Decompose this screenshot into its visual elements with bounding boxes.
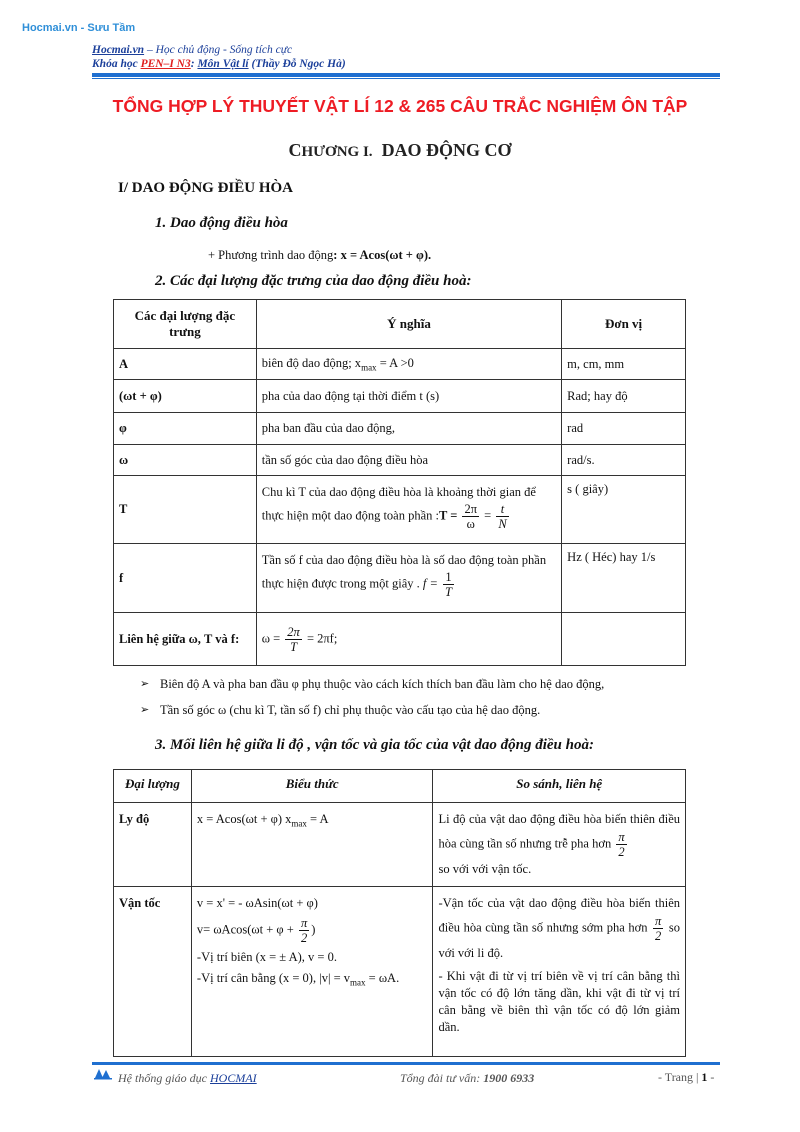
hocmai-logo-icon xyxy=(93,1066,113,1080)
header-site-link[interactable]: Hocmai.vn xyxy=(92,44,145,56)
page-header xyxy=(92,43,720,71)
quantity-cell: A xyxy=(114,349,257,380)
fraction-denominator: 2 xyxy=(300,931,308,945)
note-list xyxy=(140,677,604,692)
footer-left xyxy=(118,1071,257,1086)
meaning-subscript: max xyxy=(361,362,377,373)
fraction xyxy=(462,502,479,531)
expression-cell xyxy=(191,887,433,1057)
meaning-cell xyxy=(256,476,561,544)
chapter-prefix: C xyxy=(288,140,302,160)
note-list-2 xyxy=(140,703,540,718)
quantity-cell: φ xyxy=(114,413,257,445)
fraction-numerator: 1 xyxy=(443,570,454,585)
subsection-1-heading: 1. Dao động điều hòa xyxy=(155,215,288,231)
comparison-tail: so với với vận tốc. xyxy=(438,862,532,876)
header-rule-thin xyxy=(92,78,720,79)
comparison-cell xyxy=(433,803,686,887)
fraction-numerator: π xyxy=(655,914,662,928)
fraction-numerator: t xyxy=(496,502,508,517)
fraction-numerator: 2π xyxy=(287,624,300,639)
meaning-text: Tần số f của dao động điều hòa là số dao động toàn phần thực hiện được trong một giây . xyxy=(261,553,547,591)
quantity-cell: (ωt + φ) xyxy=(114,380,257,413)
unit-cell: rad xyxy=(562,413,686,445)
meaning-text: Chu kì T của dao động điều hòa là khoảng thời gian để thực hiện một dao động toàn phần : xyxy=(261,485,536,523)
fraction xyxy=(653,914,663,943)
section-heading: I/ DAO ĐỘNG ĐIỀU HÒA xyxy=(118,180,294,196)
fraction-numerator: 2π xyxy=(464,502,478,516)
unit-cell: rad/s. xyxy=(562,445,686,476)
chapter-heading xyxy=(0,140,800,161)
quantity-cell: ω xyxy=(114,445,257,476)
table-row xyxy=(114,887,686,1057)
meaning-tail: = A >0 xyxy=(376,355,414,370)
quantity-cell: Liên hệ giữa ω, T và f: xyxy=(114,613,257,666)
unit-cell xyxy=(562,613,686,666)
document-title: TỔNG HỢP LÝ THUYẾT VẬT LÍ 12 & 265 CÂU TRẮC NGHIỆM ÔN TẬP xyxy=(112,96,688,116)
watermark-text: Hocmai.vn - Sưu Tầm xyxy=(22,22,136,34)
meaning-text: biên độ dao động; x xyxy=(261,355,362,370)
table-row xyxy=(114,349,686,380)
unit-cell: m, cm, mm xyxy=(562,349,686,380)
footer-hotline xyxy=(400,1071,534,1086)
table-row xyxy=(114,476,686,544)
unit-cell: Hz ( Héc) hay 1/s xyxy=(562,544,686,613)
table-header-cell: Đại lượng xyxy=(114,770,192,803)
table-header-cell: Các đại lượng đặc trưng xyxy=(114,300,257,349)
expression-line xyxy=(197,916,428,945)
comparison-text: -Vận tốc của vật dao động điều hòa biến thiên điều hòa cùng tần số nhưng sớm pha hơn xyxy=(438,896,680,935)
footer-left-prefix: Hệ thống giáo dục xyxy=(118,1071,210,1085)
header-course-sep: : xyxy=(190,58,198,70)
fraction-numerator: π xyxy=(300,916,308,930)
fraction-numerator: π xyxy=(618,830,625,844)
table-header-cell: Biểu thức xyxy=(191,770,433,803)
fraction-denominator: T xyxy=(445,585,452,599)
page-number xyxy=(658,1070,714,1085)
meaning-cell: pha của dao động tại thời điểm t (s) xyxy=(256,380,561,413)
footer-rule xyxy=(92,1062,720,1065)
subsection-2-heading: 2. Các đại lượng đặc trưng của dao động điều hoà: xyxy=(155,273,472,289)
fraction xyxy=(299,916,309,945)
table-row xyxy=(114,803,686,887)
fraction-denominator: N xyxy=(498,517,507,531)
table-row xyxy=(114,613,686,666)
expression-subscript: max xyxy=(291,818,307,829)
table-row xyxy=(114,445,686,476)
expression-line: v = x' = - ωAsin(ωt + φ) xyxy=(196,896,318,910)
meaning-cell: tần số góc của dao động điều hòa xyxy=(256,445,561,476)
footer-mid-prefix: Tổng đài tư vấn: xyxy=(400,1071,484,1085)
equation-formula: : x = Acos(ωt + φ). xyxy=(333,248,432,262)
header-line-2 xyxy=(92,57,720,71)
table-row xyxy=(114,413,686,445)
relation-table xyxy=(113,769,686,1057)
table-header-row xyxy=(114,770,686,803)
page-number-suffix: - xyxy=(707,1070,715,1084)
header-slogan: – Học chủ động - Sống tích cực xyxy=(144,44,293,56)
page-number-value: 1 xyxy=(701,1070,708,1084)
header-course-code[interactable]: PEN–I N3 xyxy=(140,58,191,70)
table-header-cell: Ý nghĩa xyxy=(256,300,561,349)
header-line-1 xyxy=(92,43,720,57)
expression-tail: = ωA. xyxy=(365,971,400,985)
comparison-para: - Khi vật đi từ vị trí biên về vị trí cân bằng thì vận tốc có độ lớn tăng dần, khi vật đi từ vị trí cân bằng về biên thì vận tốc có độ lớn giảm dần. xyxy=(438,969,680,1034)
header-course-prefix: Khóa học xyxy=(92,58,141,70)
footer-brand-link[interactable]: HOCMAI xyxy=(210,1071,257,1085)
equation-intro: + Phương trình dao động xyxy=(208,248,334,262)
meaning-cell xyxy=(256,613,561,666)
header-teacher: (Thầy Đỗ Ngọc Hà) xyxy=(248,58,346,70)
footer-phone: 1900 6933 xyxy=(483,1071,535,1085)
fraction-denominator: 2 xyxy=(618,845,625,859)
meaning-cell: pha ban đầu của dao động, xyxy=(256,413,561,445)
expression-line: -Vị trí biên (x = ± A), v = 0. xyxy=(196,950,337,964)
table-row xyxy=(114,544,686,613)
equation-line xyxy=(208,248,431,263)
subsection-3-heading: 3. Mối liên hệ giữa li độ , vận tốc và gia tốc của vật dao động điều hoà: xyxy=(155,737,594,753)
unit-cell: s ( giây) xyxy=(562,476,686,544)
comparison-tail: so với với li độ. xyxy=(438,920,680,960)
formula-lhs: T = xyxy=(439,508,461,523)
list-item: ➢ Biên độ A và pha ban đầu φ phụ thuộc vào cách kích thích ban đầu làm cho hệ dao động, xyxy=(140,677,604,692)
fraction-denominator: ω xyxy=(466,517,475,531)
chapter-number: HƯƠNG I. xyxy=(301,144,373,160)
formula-equals: = xyxy=(481,508,495,523)
fraction-denominator: T xyxy=(290,639,298,654)
list-item: ➢ Tần số góc ω (chu kì T, tần số f) chỉ phụ thuộc vào cấu tạo của hệ dao động. xyxy=(140,703,540,718)
expression-head: v= ωAcos(ωt + φ + xyxy=(196,922,297,937)
page-number-prefix: - Trang | xyxy=(658,1070,702,1084)
header-rule xyxy=(92,73,720,77)
expression-cell xyxy=(191,803,433,887)
expression-head: -Vị trí cân bằng (x = 0), |v| = v xyxy=(196,971,351,985)
meaning-cell xyxy=(256,349,561,380)
fraction xyxy=(443,570,454,599)
expression-text: x = Acos(ωt + φ) x xyxy=(196,812,292,826)
expression-line xyxy=(197,968,428,994)
fraction xyxy=(616,830,626,859)
comparison-text: Li độ của vật dao động điều hòa biến thiên điều hòa cùng tần số nhưng trễ pha hơn xyxy=(438,812,680,851)
quantity-cell: Vận tốc xyxy=(114,887,192,1057)
table-header-cell: So sánh, liên hệ xyxy=(433,770,686,803)
quantity-cell: Ly độ xyxy=(114,803,192,887)
comparison-cell xyxy=(433,887,686,1057)
unit-cell: Rad; hay độ xyxy=(562,380,686,413)
meaning-cell xyxy=(256,544,561,613)
chapter-name: DAO ĐỘNG CƠ xyxy=(381,140,512,160)
characteristics-table xyxy=(113,299,686,666)
quantity-cell: f xyxy=(114,544,257,613)
formula-lhs: f = xyxy=(422,576,442,591)
table-header-cell: Đơn vị xyxy=(562,300,686,349)
table-row xyxy=(114,380,686,413)
expression-tail: = A xyxy=(306,812,329,826)
fraction xyxy=(496,502,508,531)
fraction-denominator: 2 xyxy=(655,929,662,943)
expression-subscript: max xyxy=(350,977,366,988)
formula-lhs: ω = xyxy=(261,630,284,645)
comparison-para xyxy=(438,893,680,964)
fraction xyxy=(285,625,302,654)
table-header-row xyxy=(114,300,686,349)
quantity-cell: T xyxy=(114,476,257,544)
expression-tail: ) xyxy=(311,922,316,937)
formula-tail: = 2πf; xyxy=(303,630,338,645)
header-subject: Môn Vật lí xyxy=(197,58,249,70)
